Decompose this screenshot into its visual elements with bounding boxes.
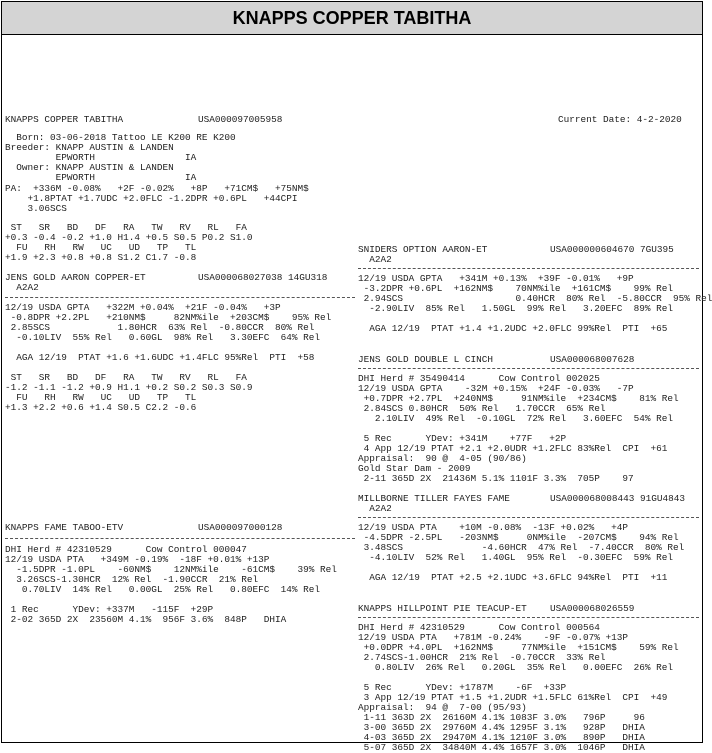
dams-sire-genomic-1: 12/19 USDA PTA +10M -0.08% -13F +0.02% +4P xyxy=(358,522,629,533)
dam-lactation: 2-02 365D 2X 23560M 4.1% 956F 3.6% 848P DHIA xyxy=(5,614,287,625)
linear-values-2: +1.9 +2.3 +0.8 +0.8 S1.2 C1.7 -0.8 xyxy=(5,252,197,263)
sires-sire-id: USA000000604670 7GU395 xyxy=(550,244,674,255)
dams-dam-appraisal-pta: 3 App 12/19 PTAT +1.5 +1.2UDR +1.5FLC 61%Rel CPI +49 xyxy=(358,692,668,703)
sires-dam-genomic-4: 2.10LIV 49% Rel -0.10GL 72% Rel 3.60EFC 54% Rel xyxy=(358,413,674,424)
linear-values-1: +0.3 -0.4 -0.2 +1.0 H1.4 +0.5 S0.5 P0.2 S1.0 xyxy=(5,232,253,243)
dams-sire-genomic-2: -4.5DPR -2.5PL -203NM$ 0NM%ile -207CM$ 94% Rel xyxy=(358,532,679,543)
sires-sire-genomic-3: 2.94SCS 0.40HCR 80% Rel -5.80CCR 95% Rel xyxy=(358,293,712,304)
linear-header-2: FU RH RW UC UD TP TL xyxy=(5,242,197,253)
sires-sire-genomic-1: 12/19 USDA GPTA +341M +0.13% +39F -0.01% +9P xyxy=(358,273,634,284)
sire-haplotype: A2A2 xyxy=(5,282,39,293)
dam-genomic-4: 0.70LIV 14% Rel 0.00GL 25% Rel 0.80EFC 14% Rel xyxy=(5,584,321,595)
animal-name: KNAPPS COPPER TABITHA xyxy=(5,114,124,125)
dam-herd: DHI Herd # 42310529 Cow Control 000047 xyxy=(5,544,247,555)
dams-sire-aga: AGA 12/19 PTAT +2.5 +2.1UDC +3.6FLC 94%Rel PTI +11 xyxy=(358,572,668,583)
sires-dam-herd: DHI Herd # 35490414 Cow Control 002025 xyxy=(358,373,600,384)
sire-genomic-4: -0.10LIV 55% Rel 0.60GL 98% Rel 3.30EFC 64% Rel xyxy=(5,332,321,343)
sires-sire-genomic-4: -2.90LIV 85% Rel 1.50GL 99% Rel 3.20EFC 89% Rel xyxy=(358,303,674,314)
sire-name: JENS GOLD AARON COPPER-ET xyxy=(5,272,146,283)
dams-dam-appraisal: Appraisal: 94 @ 7-00 (95/93) xyxy=(358,702,527,713)
owner-city: EPWORTH IA xyxy=(5,172,197,183)
pa-line-3: 3.06SCS xyxy=(5,203,67,214)
sire-genomic-2: -0.8DPR +2.2PL +210NM$ 82NM%ile +203CM$ 95% Rel xyxy=(5,312,332,323)
sires-dam-gold-star: Gold Star Dam - 2009 xyxy=(358,463,471,474)
breeder-city: EPWORTH IA xyxy=(5,152,197,163)
dams-sire-name: MILLBORNE TILLER FAYES FAME xyxy=(358,493,510,504)
dams-dam-lactation-3: 4-03 365D 2X 29470M 4.1% 1210F 3.0% 890P DHIA xyxy=(358,732,645,743)
pedigree-page xyxy=(1,1,712,753)
sires-dam-genomic-3: 2.84SCS 0.80HCR 50% Rel 1.70CCR 65% Rel xyxy=(358,403,606,414)
sires-sire-divider xyxy=(358,268,699,269)
linear-header-1: ST SR BD DF RA TW RV RL FA xyxy=(5,222,247,233)
dams-sire-haplotype: A2A2 xyxy=(358,503,392,514)
dams-dam-id: USA000068026559 xyxy=(550,603,635,614)
sire-divider xyxy=(5,297,355,298)
animal-id: USA000097005958 xyxy=(198,114,283,125)
sires-dam-genomic-1: 12/19 USDA GPTA -32M +0.15% +24F -0.03% -7P xyxy=(358,383,634,394)
dam-genomic-1: 12/19 USDA PTA +349M -0.19% -18F +0.01% +13P xyxy=(5,554,270,565)
sire-aga: AGA 12/19 PTAT +1.6 +1.6UDC +1.4FLC 95%Rel PTI +58 xyxy=(5,352,315,363)
dams-dam-lactation-4: 5-07 365D 2X 34840M 4.4% 1657F 3.0% 1046P DHIA xyxy=(358,742,645,753)
sires-dam-appraisal: Appraisal: 90 @ 4-05 (90/86) xyxy=(358,453,527,464)
dams-sire-id: USA000068008443 91GU4843 xyxy=(550,493,686,504)
sires-sire-aga: AGA 12/19 PTAT +1.4 +1.2UDC +2.0FLC 99%Rel PTI +65 xyxy=(358,323,668,334)
pa-line-1: PA: +336M -0.08% +2F -0.02% +8P +71CM$ +75NM$ xyxy=(5,183,309,194)
dams-dam-records: 5 Rec YDev: +1787M -6F +33P xyxy=(358,682,567,693)
sires-dam-id: USA000068007628 xyxy=(550,354,635,365)
dams-dam-divider xyxy=(358,617,699,618)
dams-dam-lactation-2: 3-00 365D 2X 29760M 4.4% 1295F 3.1% 928P DHIA xyxy=(358,722,645,733)
sires-dam-lactation: 2-11 365D 2X 21436M 5.1% 1101F 3.3% 705P 97 xyxy=(358,473,634,484)
pa-line-2: +1.8PTAT +1.7UDC +2.0FLC -1.2DPR +0.6PL +44CPI xyxy=(5,193,298,204)
sire-linear-values-2: +1.3 +2.2 +0.6 +1.4 S0.5 C2.2 -0.6 xyxy=(5,402,197,413)
dams-dam-genomic-3: 2.74SCS-1.00HCR 21% Rel -0.70CCR 33% Rel xyxy=(358,652,606,663)
sires-dam-genomic-2: +0.7DPR +2.7PL +240NM$ 91NM%ile +234CM$ 81% Rel xyxy=(358,393,679,404)
dam-genomic-3: 3.26SCS-1.30HCR 12% Rel -1.90CCR 21% Rel xyxy=(5,574,259,585)
dam-records: 1 Rec YDev: +337M -115F +29P xyxy=(5,604,214,615)
sire-linear-header-2: FU RH RW UC UD TP TL xyxy=(5,392,197,403)
sires-sire-name: SNIDERS OPTION AARON-ET xyxy=(358,244,488,255)
owner-line: Owner: KNAPP AUSTIN & LANDEN xyxy=(5,162,174,173)
dams-dam-name: KNAPPS HILLPOINT PIE TEACUP-ET xyxy=(358,603,527,614)
sires-sire-genomic-2: -3.2DPR +0.6PL +162NM$ 70NM%ile +161CM$ 99% Rel xyxy=(358,283,674,294)
sires-dam-appraisal-pta: 4 App 12/19 PTAT +2.1 +2.0UDR +1.2FLC 83%Rel CPI +61 xyxy=(358,443,668,454)
sire-id: USA000068027038 14GU318 xyxy=(198,272,328,283)
breeder-line: Breeder: KNAPP AUSTIN & LANDEN xyxy=(5,142,174,153)
sire-genomic-3: 2.85SCS 1.80HCR 63% Rel -0.80CCR 80% Rel xyxy=(5,322,315,333)
page-title: KNAPPS COPPER TABITHA xyxy=(2,2,702,35)
sire-linear-values-1: -1.2 -1.1 -1.2 +0.9 H1.1 +0.2 S0.2 S0.3 S0.9 xyxy=(5,382,253,393)
sires-sire-haplotype: A2A2 xyxy=(358,254,392,265)
sire-linear-header-1: ST SR BD DF RA TW RV RL FA xyxy=(5,372,247,383)
dams-dam-lactation-1: 1-11 363D 2X 26160M 4.1% 1083F 3.0% 796P 96 xyxy=(358,712,645,723)
sires-dam-divider xyxy=(358,368,699,369)
dam-genomic-2: -1.5DPR -1.0PL -60NM$ 12NM%ile -61CM$ 39% Rel xyxy=(5,564,337,575)
dam-id: USA000097000128 xyxy=(198,522,283,533)
dam-name: KNAPPS FAME TABOO-ETV xyxy=(5,522,124,533)
sire-genomic-1: 12/19 USDA GPTA +322M +0.04% +21F -0.04% +3P xyxy=(5,302,281,313)
dams-sire-divider xyxy=(358,517,699,518)
dams-dam-genomic-2: +0.0DPR +4.0PL +162NM$ 77NM%ile +151CM$ 59% Rel xyxy=(358,642,679,653)
sires-dam-name: JENS GOLD DOUBLE L CINCH xyxy=(358,354,494,365)
dams-dam-genomic-4: 0.80LIV 26% Rel 0.20GL 35% Rel 0.00EFC 26% Rel xyxy=(358,662,674,673)
current-date: Current Date: 4-2-2020 xyxy=(558,114,682,125)
dams-dam-herd: DHI Herd # 42310529 Cow Control 000564 xyxy=(358,622,600,633)
dam-divider xyxy=(5,538,355,539)
dams-sire-genomic-3: 3.48SCS -4.60HCR 47% Rel -7.40CCR 80% Rel xyxy=(358,542,685,553)
born-line: Born: 03-06-2018 Tattoo LE K200 RE K200 xyxy=(5,132,236,143)
sires-dam-records: 5 Rec YDev: +341M +77F +2P xyxy=(358,433,567,444)
dams-dam-genomic-1: 12/19 USDA PTA +781M -0.24% -9F -0.07% +13P xyxy=(358,632,629,643)
dams-sire-genomic-4: -4.10LIV 52% Rel 1.40GL 95% Rel -0.30EFC 59% Rel xyxy=(358,552,674,563)
